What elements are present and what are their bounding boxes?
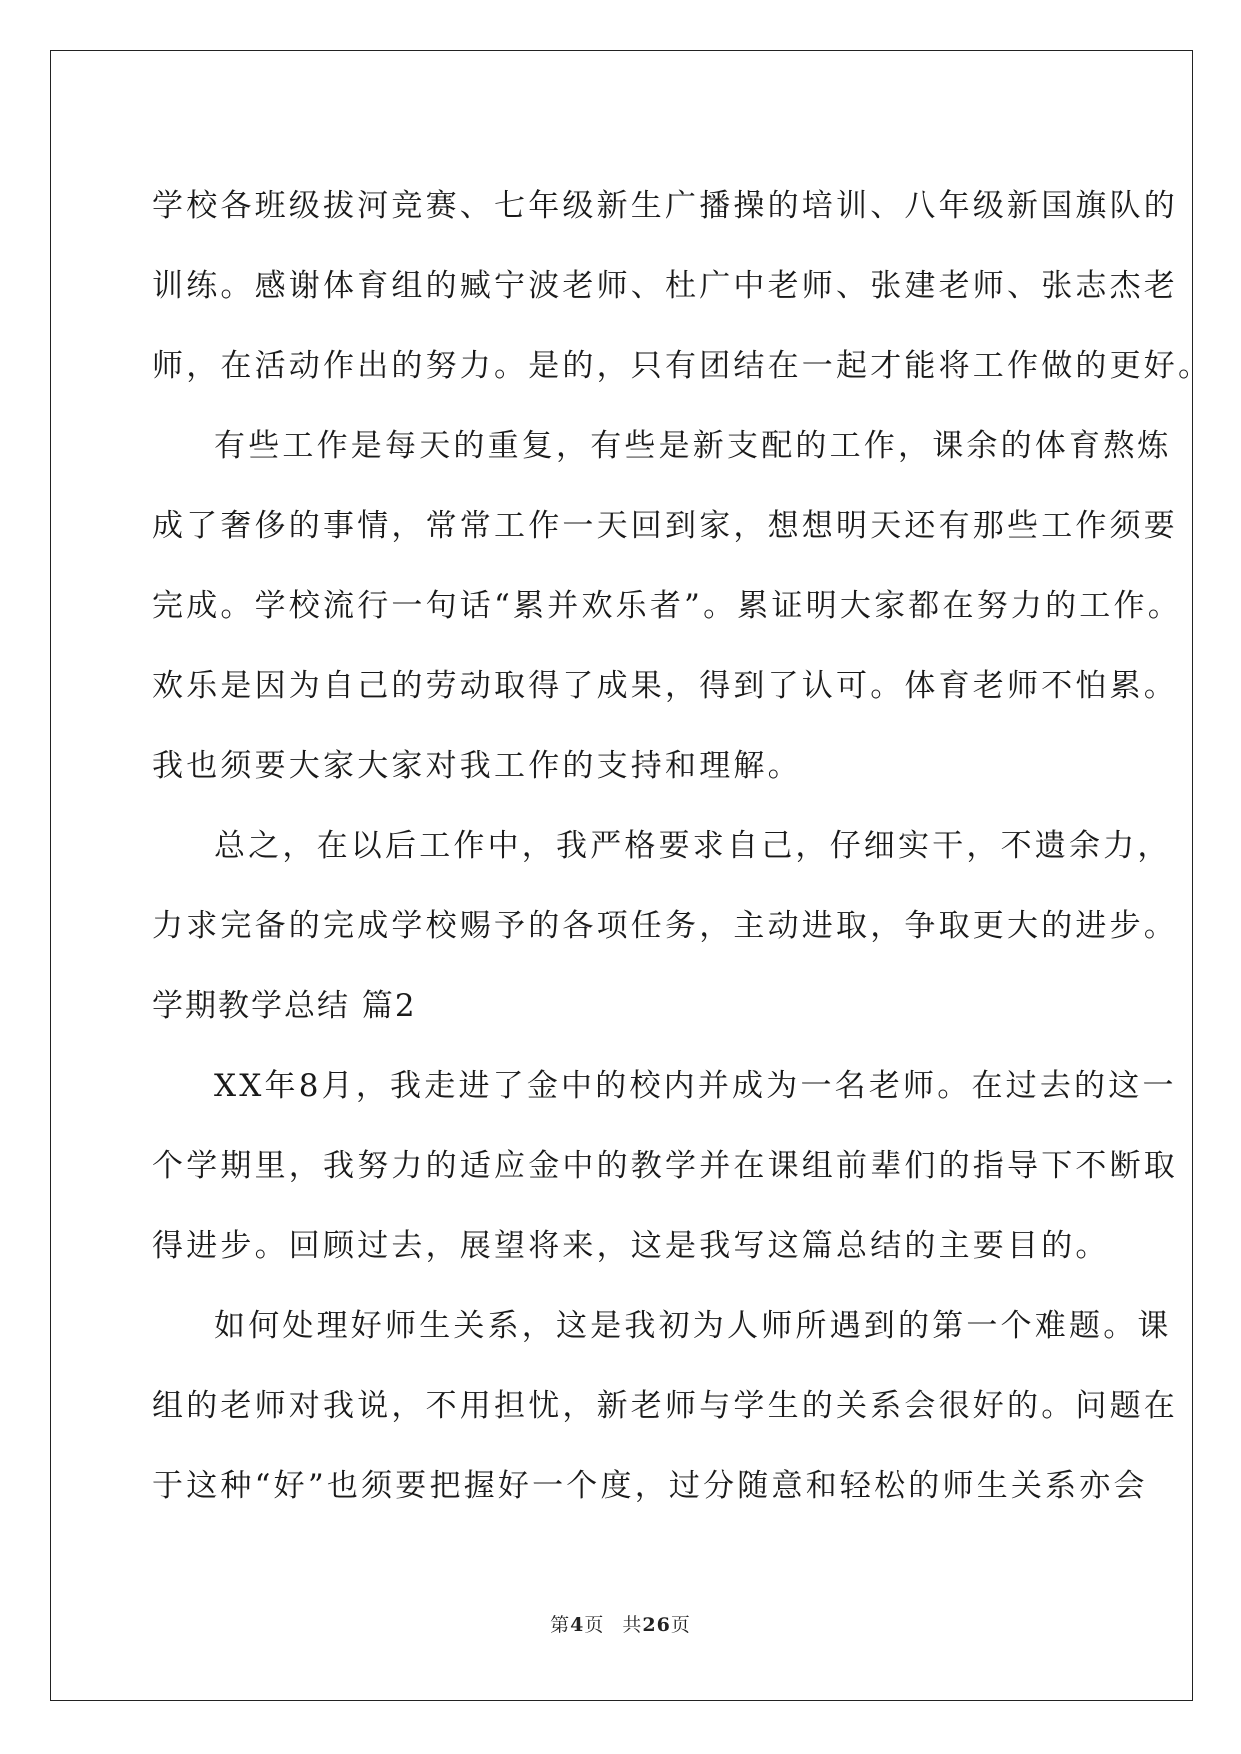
- paragraph-line: 学校各班级拔河竞赛、七年级新生广播操的培训、八年级新国旗队的: [152, 188, 1178, 224]
- paragraph-line: 于这种“好”也须要把握好一个度，过分随意和轻松的师生关系亦会: [152, 1468, 1148, 1504]
- paragraph-line: 我也须要大家大家对我工作的支持和理解。: [152, 748, 802, 784]
- paragraph-line: 组的老师对我说，不用担忧，新老师与学生的关系会很好的。问题在: [152, 1388, 1178, 1424]
- paragraph-line: 有些工作是每天的重复，有些是新支配的工作，课余的体育熬炼: [214, 428, 1172, 464]
- total-suffix: 页: [670, 1614, 691, 1636]
- paragraph-line: XX年8月，我走进了金中的校内并成为一名老师。在过去的这一: [214, 1068, 1177, 1104]
- total-prefix: 共: [622, 1614, 643, 1636]
- page-number: 4: [570, 1614, 585, 1636]
- paragraph-line: 总之，在以后工作中，我严格要求自己，仔细实干，不遗余力，: [214, 828, 1172, 864]
- section-heading: 学期教学总结 篇2: [152, 988, 417, 1024]
- paragraph-line: 成了奢侈的事情，常常工作一天回到家，想想明天还有那些工作须要: [152, 508, 1178, 544]
- paragraph-line: 完成。学校流行一句话“累并欢乐者”。累证明大家都在努力的工作。: [152, 588, 1182, 624]
- page-prefix: 第: [550, 1614, 571, 1636]
- paragraph-line: 力求完备的完成学校赐予的各项任务，主动进取，争取更大的进步。: [152, 908, 1178, 944]
- paragraph-line: 训练。感谢体育组的臧宁波老师、杜广中老师、张建老师、张志杰老: [152, 268, 1178, 304]
- page-footer: [0, 1610, 1241, 1637]
- document-body: [152, 166, 1213, 1526]
- total-pages: 26: [642, 1614, 671, 1636]
- paragraph-line: 欢乐是因为自己的劳动取得了成果，得到了认可。体育老师不怕累。: [152, 668, 1178, 704]
- paragraph-line: 如何处理好师生关系，这是我初为人师所遇到的第一个难题。课: [214, 1308, 1172, 1344]
- paragraph-line: 师，在活动作出的努力。是的，只有团结在一起才能将工作做的更好。: [152, 348, 1213, 384]
- paragraph-line: 个学期里，我努力的适应金中的教学并在课组前辈们的指导下不断取: [152, 1148, 1178, 1184]
- page-suffix: 页: [584, 1614, 605, 1636]
- paragraph-line: 得进步。回顾过去，展望将来，这是我写这篇总结的主要目的。: [152, 1228, 1110, 1264]
